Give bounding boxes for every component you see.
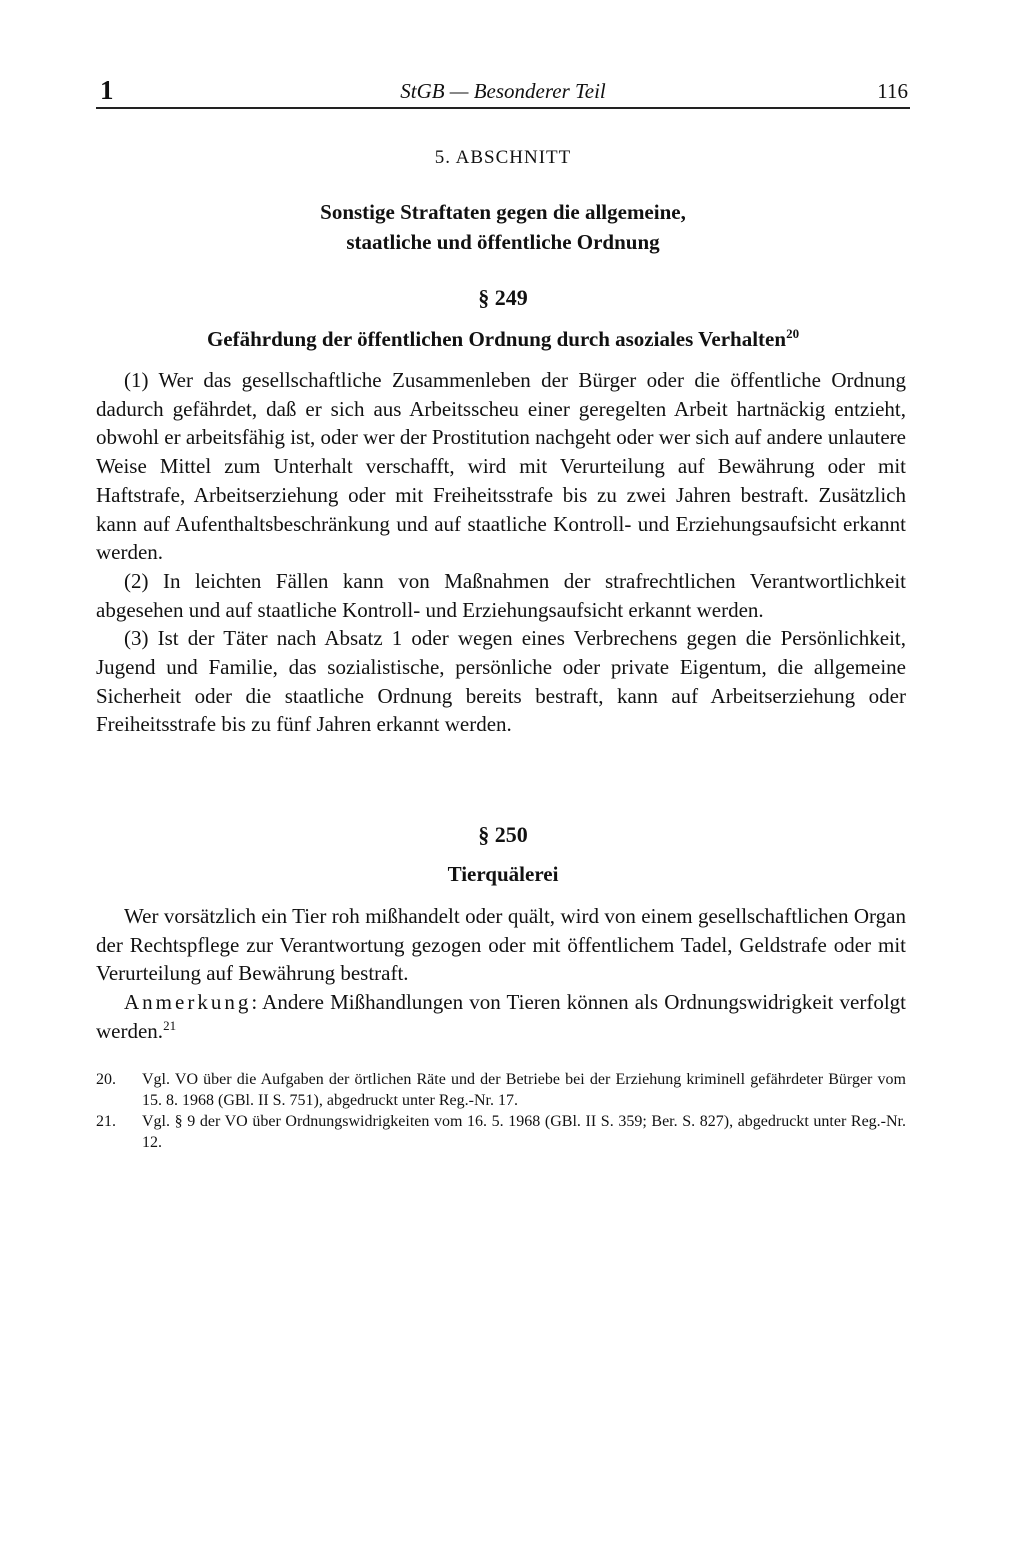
section-label: 5. ABSCHNITT <box>434 147 572 168</box>
footnote-text: Vgl. § 9 der VO über Ordnungswidrigkeiten vom 16. 5. 1968 (GBl. II S. 359; Ber. S. 827), abgedruckt unter Reg.-Nr. 12. <box>142 1113 906 1151</box>
section-title-line-1: Sonstige Straftaten gegen die allgemeine, <box>320 200 686 224</box>
header-rule <box>96 107 910 109</box>
paragraph-250-note <box>96 988 906 1045</box>
running-title: StGB — Besonderer Teil <box>400 79 606 103</box>
footnote-20 <box>96 1069 906 1111</box>
paragraph-250-text: Wer vorsätzlich ein Tier roh mißhandelt oder quält, wird von einem gesellschaftlichen Organ der Rechtspflege zur Verantwortung gezogen oder mit öffentlichem Tadel, Geldstrafe oder mit Verurteilung auf Bewährung bestraft. <box>96 904 906 986</box>
footnote-number: 20. <box>96 1071 116 1088</box>
paragraph-250-body <box>96 902 906 1046</box>
paragraph-249-title <box>96 325 910 353</box>
page-number: 116 <box>877 79 908 103</box>
section-title <box>96 197 910 257</box>
footnotes <box>96 1069 906 1153</box>
footnote-number: 21. <box>96 1113 116 1130</box>
paragraph-249-subsection-3: (3) Ist der Täter nach Absatz 1 oder wegen eines Verbrechens gegen die Persönlichkeit, Jugend und Familie, das sozialistische, persönliche oder private Eigentum, die allgemeine Sicherheit oder die staatliche Ordnung bereits bestraft, kann auf Arbeitserziehung oder Freiheitsstrafe bis zu fünf Jahren erkannt werden. <box>96 626 906 737</box>
note-text: : Andere Mißhandlungen von Tieren können als Ordnungswidrigkeit verfolgt werden. <box>96 990 906 1043</box>
note-label: Anmerkung <box>124 990 252 1015</box>
paragraph-249-title-text: Gefährdung der öffentlichen Ordnung durch asoziales Verhalten <box>206 327 787 351</box>
section-title-line-2: staatliche und öffentliche Ordnung <box>346 230 660 254</box>
footnote-ref-21: 21 <box>163 1017 177 1033</box>
footnote-text: Vgl. VO über die Aufgaben der örtlichen Räte und der Betriebe bei der Erziehung kriminell gefährdeter Bürger vom 15. 8. 1968 (GBl. II S. 751), abgedruckt unter Reg.-Nr. 17. <box>142 1071 906 1109</box>
footnote-21 <box>96 1111 906 1153</box>
running-header <box>96 73 910 107</box>
paragraph-249-body <box>96 366 906 739</box>
paragraph-250-title: Tierquälerei <box>447 862 559 886</box>
footnote-ref-20: 20 <box>786 326 800 341</box>
chapter-number: 1 <box>100 75 114 105</box>
paragraph-249-number: § 249 <box>478 285 528 310</box>
paragraph-249-subsection-2: (2) In leichten Fällen kann von Maßnahmen der strafrechtlichen Verantwortlichkeit abgesehen und auf staatliche Kontroll- und Erziehungsaufsicht erkannt werden. <box>96 568 906 622</box>
paragraph-250-number: § 250 <box>478 822 528 847</box>
paragraph-249-subsection-1: (1) Wer das gesellschaftliche Zusammenleben der Bürger oder die öffentliche Ordnung dadurch gefährdet, daß er sich aus Arbeitsscheu einer geregelten Arbeit hartnäckig entzieht, obwohl er arbeitsfähig ist, oder wer der Prostitution nachgeht oder wer sich auf andere unlautere Weise Mittel zum Unterhalt verschafft, wird mit Verurteilung auf Bewährung oder mit Haftstrafe, Arbeitserziehung oder mit Freiheitsstrafe bis zu zwei Jahren bestraft. Zusätzlich kann auf Aufenthaltsbeschränkung und auf staatliche Kontroll- und Erziehungsaufsicht erkannt werden. <box>96 368 906 565</box>
